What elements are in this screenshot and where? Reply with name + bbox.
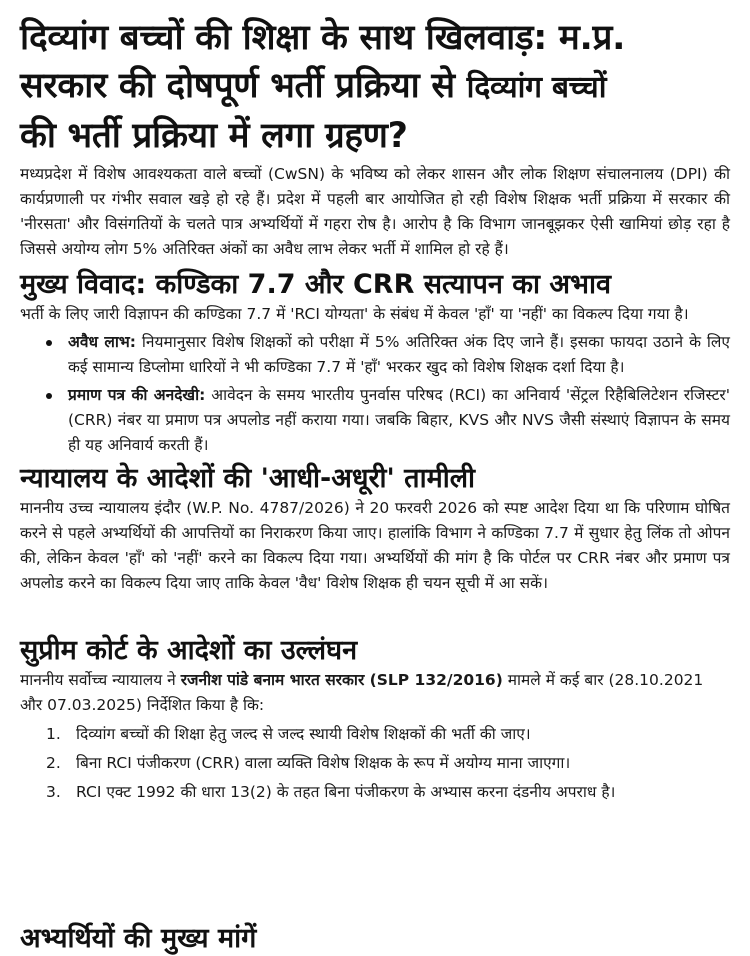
list-item xyxy=(46,780,730,805)
section-body-main-dispute: भर्ती के लिए जारी विज्ञापन की कण्डिका 7.7 में 'RCI योग्यता' के संबंध में केवल 'हाँ' या 'नहीं' का विकल्प दिया गया है। xyxy=(20,305,689,323)
list-text: बिना RCI पंजीकरण (CRR) वाला व्यक्ति विशेष शिक्षक के रूप में अयोग्य माना जाएगा। xyxy=(76,754,571,772)
bullet-label: प्रमाण पत्र की अनदेखी: xyxy=(68,386,206,404)
bullet-icon xyxy=(46,340,52,346)
case-name: रजनीश पांडे बनाम भारत सरकार (SLP 132/2016) xyxy=(180,671,503,689)
list-text: RCI एक्ट 1992 की धारा 13(2) के तहत बिना पंजीकरण के अभ्यास करना दंडनीय अपराध है। xyxy=(76,783,616,801)
section-title-court-orders: न्यायालय के आदेशों की 'आधी-अधूरी' तामीली xyxy=(20,463,476,494)
supreme-court-text-pre: माननीय सर्वोच्च न्यायालय ने xyxy=(20,671,181,689)
list-item xyxy=(46,722,730,747)
bullet-text: आवेदन के समय भारतीय पुनर्वास परिषद (RCI) का अनिवार्य 'सेंट्रल रिहैबिलिटेशन रजिस्टर' (CRR) नंबर या प्रमाण पत्र अपलोड नहीं कराया गया। जबकि बिहार, KVS और NVS जैसी संस्थाएं विज्ञापन के समय ही यह अनिवार्य करती हैं। xyxy=(68,386,730,454)
bullet-text: नियमानुसार विशेष शिक्षकों को परीक्षा में 5% अतिरिक्त अंक दिए जाने हैं। इसका फायदा उठाने के लिए कई सामान्य डिप्लोमा धारियों ने भी कण्डिका 7.7 में 'हाँ' भरकर खुद को विशेष शिक्षक दर्शा दिया है। xyxy=(68,333,730,376)
list-item xyxy=(68,330,730,380)
headline-line-3: की भर्ती प्रक्रिया में लगा ग्रहण? xyxy=(20,116,408,156)
bullet-label: अवैध लाभ: xyxy=(68,333,136,351)
headline-line-2a: सरकार की दोषपूर्ण भर्ती प्रक्रिया से xyxy=(20,66,455,106)
section-title-supreme-court: सुप्रीम कोर्ट के आदेशों का उल्लंघन xyxy=(20,635,358,666)
list-number: 3. xyxy=(46,783,61,801)
list-text: दिव्यांग बच्चों की शिक्षा हेतु जल्द से जल्द स्थायी विशेष शिक्षकों की भर्ती की जाए। xyxy=(76,725,531,743)
partial-heading: अभ्यर्थियों की मुख्य मांगें xyxy=(20,923,257,954)
headline-line-1: दिव्यांग बच्चों की शिक्षा के साथ खिलवाड़: म.प्र. xyxy=(20,18,626,58)
headline-line-2b: दिव्यांग बच्चों xyxy=(466,70,607,105)
bullet-icon xyxy=(46,393,52,399)
section-title-main-dispute: मुख्य विवाद: कण्डिका 7.7 और CRR सत्यापन का अभाव xyxy=(20,269,611,300)
supreme-court-text-post: मामले में कई बार (28.10.2021 और 07.03.2025) निर्देशित किया है कि: xyxy=(20,671,704,714)
list-number: 1. xyxy=(46,725,61,743)
dispute-bullet-list xyxy=(68,330,730,458)
intro-paragraph: मध्यप्रदेश में विशेष आवश्यकता वाले बच्चों (CwSN) के भविष्य को लेकर शासन और लोक शिक्षण संचालनालय (DPI) की कार्यप्रणाली पर गंभीर सवाल खड़े हो रहे हैं। प्रदेश में पहली बार आयोजित हो रही विशेष शिक्षक भर्ती प्रक्रिया में सरकार की 'नीरसता' और विसंगतियों के चलते पात्र अभ्यर्थियों में गहरा रोष है। आरोप है कि विभाग जानबूझकर ऐसी खामियां छोड़ रहा है जिससे अयोग्य लोग 5% अतिरिक्त अंकों का अवैध लाभ लेकर भर्ती में शामिल हो रहे हैं। xyxy=(20,165,730,258)
section-body-court-orders: माननीय उच्च न्यायालय इंदौर (W.P. No. 4787/2026) ने 20 फरवरी 2026 को स्पष्ट आदेश दिया था कि परिणाम घोषित करने से पहले अभ्यर्थियों की आपत्तियों का निराकरण किया जाए। हालांकि विभाग ने कण्डिका 7.7 में सुधार हेतु लिंक तो ओपन की, लेकिन केवल 'हाँ' को 'नहीं' करने का विकल्प दिया गया। अभ्यर्थियों की मांग है कि पोर्टल पर CRR नंबर और प्रमाण पत्र अपलोड करने का विकल्प दिया जाए ताकि केवल 'वैध' विशेष शिक्षक ही चयन सूची में आ सकें। xyxy=(20,499,730,592)
partial-heading-cutoff xyxy=(20,923,440,954)
list-number: 2. xyxy=(46,754,61,772)
section-body-supreme-court xyxy=(20,668,730,718)
list-item xyxy=(46,751,730,776)
supreme-court-directions-list xyxy=(46,722,730,805)
headline xyxy=(20,14,730,160)
list-item xyxy=(68,383,730,458)
